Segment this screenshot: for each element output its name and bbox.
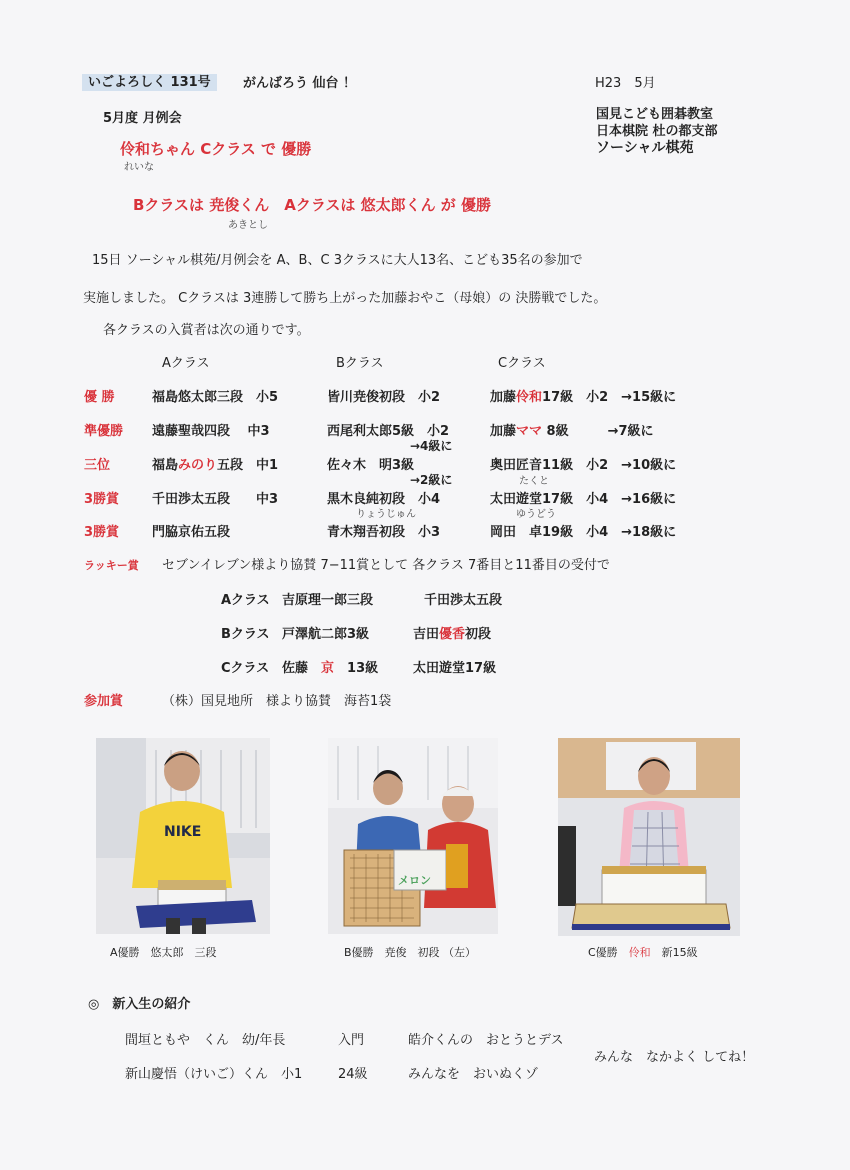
ruby-akitoshi: あきとし	[228, 220, 268, 231]
ruby-yudo: ゆうどう	[516, 509, 556, 520]
lucky-winner: 佐藤 京 13級	[282, 661, 379, 676]
result-c-3: 奥田匠音11級 小2 →10級に	[490, 458, 677, 473]
lucky-winner: 吉原理一郎三段	[282, 593, 374, 608]
org-line: 日本棋院 杜の都支部	[596, 124, 718, 139]
newcomer-note: 皓介くんの おとうとデス	[408, 1033, 564, 1048]
photo-b-winner	[328, 738, 498, 934]
row-label-3win: 3勝賞	[84, 525, 120, 540]
photo-b-caption: B優勝 尭俊 初段 （左）	[344, 946, 477, 959]
column-header-c: Cクラス	[498, 356, 546, 371]
org-line: ソーシャル棋苑	[596, 140, 694, 156]
issue-date: H23 5月	[595, 76, 656, 91]
photo-c-caption: C優勝 伶和 新15級	[588, 946, 698, 959]
intro-line: 15日 ソーシャル棋苑/月例会を A、B、C 3クラスに大人13名、こども35名の参加で	[92, 253, 583, 268]
result-c-5: 岡田 卓19級 小4 →18級に	[490, 525, 677, 540]
lucky-class-b: Bクラス	[221, 627, 270, 642]
lucky-class-c: Cクラス	[221, 661, 270, 676]
photo-b-illustration	[328, 738, 498, 934]
slogan: がんばろう 仙台 ！	[243, 76, 357, 91]
newcomers-title: ◎ 新入生の紹介	[88, 997, 191, 1012]
result-c-2: 加藤ママ 8級 →7級に	[490, 424, 654, 439]
newcomer-note: みんなを おいぬくゾ	[408, 1067, 539, 1082]
organization-block	[596, 106, 718, 157]
promotion-note: →4級に	[410, 439, 453, 453]
result-b-2: 西尾利太郎5級 小2	[327, 424, 450, 439]
newcomer-name: 新山慶悟（けいご）くん 小1	[125, 1067, 303, 1082]
issue-number: いごよろしく 131号	[82, 71, 217, 90]
newcomer-name: 間垣ともや くん 幼/年長	[125, 1033, 286, 1048]
org-line: 国見こども囲碁教室	[596, 107, 714, 122]
lucky-winner: 戸澤航二郎3級	[282, 627, 370, 642]
photo-c-illustration	[558, 738, 740, 936]
row-label-third: 三位	[84, 458, 111, 473]
row-label-3win: 3勝賞	[84, 492, 120, 507]
lucky-prize-label: ラッキー賞	[84, 559, 139, 572]
ruby-reina: れいな	[124, 162, 154, 173]
melon-box-text: メロン	[398, 874, 431, 887]
lucky-winner: 千田渉太五段	[424, 593, 503, 608]
participation-text: （株）国見地所 様より協賛 海苔1袋	[162, 694, 392, 709]
closing-message: みんな なかよく してね！	[594, 1050, 755, 1065]
result-b-4: 黒木良純初段 小4	[327, 492, 441, 507]
photo-a-winner	[96, 738, 270, 934]
photo-a-illustration	[96, 738, 270, 934]
result-b-1: 皆川尭俊初段 小2	[327, 390, 441, 405]
column-header-a: Aクラス	[162, 356, 210, 371]
promotion-note: →2級に	[410, 473, 453, 487]
ruby-ryojun: りょうじゅん	[356, 509, 416, 520]
result-a-5: 門脇京佑五段	[152, 525, 231, 540]
headline-c-class: 伶和ちゃん Cクラス で 優勝	[120, 140, 312, 158]
headline-ab-class: Bクラスは 尭俊くん Aクラスは 悠太郎くん が 優勝	[133, 196, 492, 214]
intro-line: 各クラスの入賞者は次の通りです。	[103, 323, 310, 338]
result-a-3: 福島みのり五段 中1	[152, 458, 279, 473]
result-a-4: 千田渉太五段 中3	[152, 492, 279, 507]
participation-label: 参加賞	[84, 694, 124, 709]
newcomer-rank: 24級	[338, 1067, 368, 1082]
result-c-1: 加藤伶和17級 小2 →15級に	[490, 390, 677, 405]
result-a-2: 遠藤聖哉四段 中3	[152, 424, 270, 439]
result-b-5: 青木翔吾初段 小3	[327, 525, 441, 540]
column-header-b: Bクラス	[336, 356, 384, 371]
lucky-class-a: Aクラス	[221, 593, 270, 608]
photo-a-caption: A優勝 悠太郎 三段	[110, 946, 217, 959]
result-c-4: 太田遊堂17級 小4 →16級に	[490, 492, 677, 507]
row-label-runner-up: 準優勝	[84, 424, 124, 439]
ruby-takuto: たくと	[519, 476, 549, 487]
event-subtitle: 5月度 月例会	[103, 111, 182, 126]
newcomer-rank: 入門	[338, 1033, 365, 1048]
row-label-winner: 優 勝	[84, 390, 115, 405]
lucky-prize-text: セブンイレブン様より協賛 7−11賞として 各クラス 7番目と11番目の受付で	[162, 558, 610, 573]
result-a-1: 福島悠太郎三段 小5	[152, 390, 279, 405]
intro-line: 実施しました。 Cクラスは 3連勝して勝ち上がった加藤おやこ（母娘）の 決勝戦でした。	[83, 291, 607, 306]
shirt-logo-text: NIKE	[164, 824, 202, 840]
photo-c-winner	[558, 738, 740, 936]
lucky-winner: 吉田優香初段	[413, 627, 492, 642]
result-b-3: 佐々木 明3級	[327, 458, 415, 473]
lucky-winner: 太田遊堂17級	[413, 661, 497, 676]
